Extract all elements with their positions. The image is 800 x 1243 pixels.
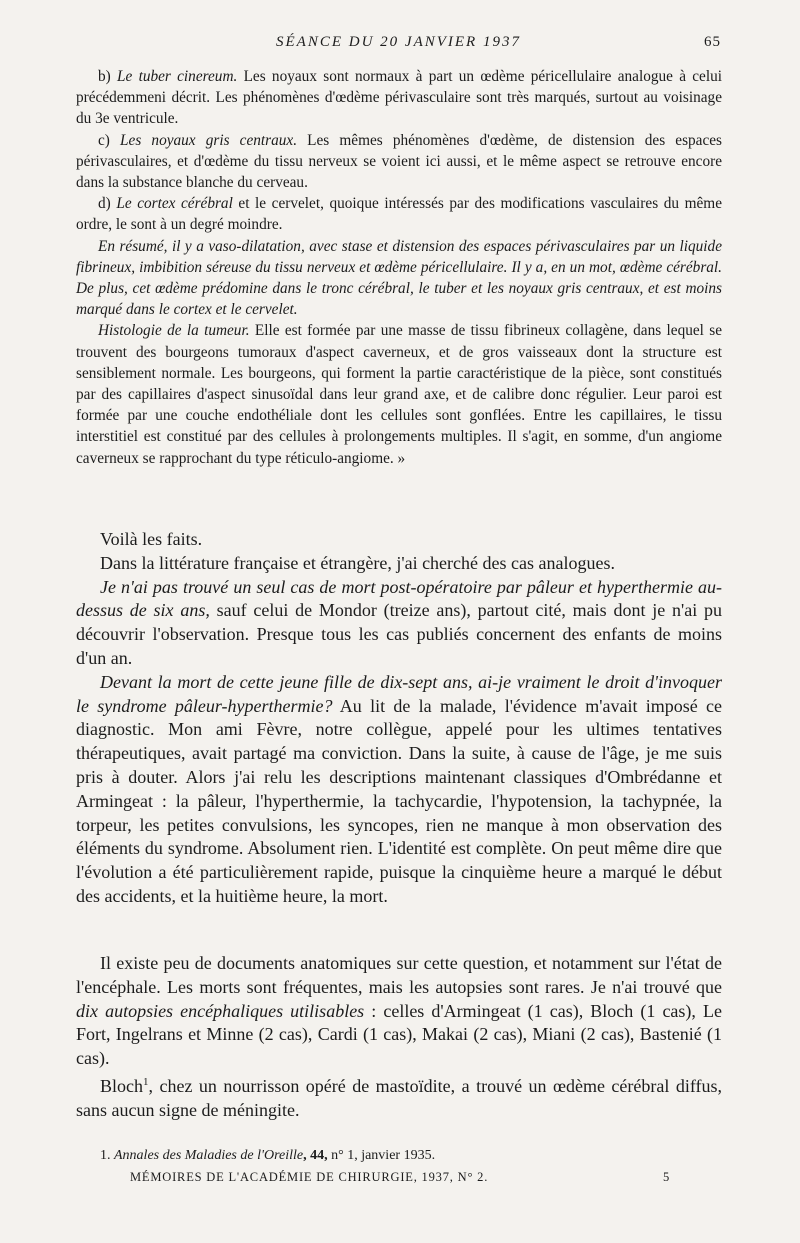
header-title: SÉANCE DU 20 JANVIER 1937 <box>276 34 521 50</box>
anatomical-section <box>76 952 722 1123</box>
page-footer <box>130 1170 670 1188</box>
discussion-section <box>76 528 722 909</box>
signature-number: 5 <box>662 1170 670 1184</box>
paragraph-cas: Je n'ai pas trouvé un seul cas de mort post-opératoire par pâleur et hyperthermie au-dessus de six ans, sauf celui de Mondor (treize ans), partout cité, mais dont je n'ai pu découvrir l'observation. Presque tous les cas publiés concernent des enfants de moins d'un an. <box>76 576 722 668</box>
paragraph-bloch: Bloch$^1$, chez un nourrisson opéré de mastoïdite, a trouvé un œdème cérébral diffus, sans aucun signe de méningite. <box>76 1075 722 1120</box>
paragraph-histologie: Histologie de la tumeur. Elle est formée par une masse de tissu fibrineux collagène, dans lequel se trouvent des bourgeons tumoraux d'aspect caverneux, et de gros vaisseaux dont la structure est sensiblement normale. Les bourgeons, qui forment la partie caractéristique de la pièce, sont constitués par des capillaires d'aspect sinusoïdal dans leur grand axe, et de calibre donc régulier. Leur paroi est formée par une couche endothéliale dont les cellules sont gonflées. Entre les capillaires, le tissu interstitiel est constitué par des cellules à prolongements multiples. Il s'agit, en somme, d'un angiome caverneux se rapprochant du type réticulo-angiome. » <box>76 322 722 467</box>
page-number: 65 <box>704 34 721 50</box>
paragraph-resume: En résumé, il y a vaso-dilatation, avec stase et distension des espaces périvasculaires par un liquide fibrineux, imbibition séreuse du tissu nerveux et œdème péricellulaire. Il y a, en un mot, œdème cérébral. De plus, cet œdème prédomine dans le tronc cérébral, le tuber et les noyaux gris centraux, et est moins marqué dans le cortex et le cervelet. <box>76 237 722 319</box>
paragraph-documents: Il existe peu de documents anatomiques sur cette question, et notamment sur l'état de l'encéphale. Les morts sont fréquentes, mais les autopsies sont rares. Je n'ai trouvé que dix autopsies encéphaliques utilisables : celles d'Armingeat (1 cas), Bloch (1 cas), Le Fort, Ingelrans et Minne (2 cas), Cardi (1 cas), Makai (2 cas), Miani (2 cas), Bastenié (1 cas). <box>76 953 722 1069</box>
report-excerpt <box>76 66 722 469</box>
footer-citation: MÉMOIRES DE L'ACADÉMIE DE CHIRURGIE, 1937, N° 2. <box>130 1170 489 1184</box>
footnote: 1. Annales des Maladies de l'Oreille, 44, n° 1, janvier 1935. <box>100 1148 436 1163</box>
paragraph-faits: Voilà les faits. <box>100 529 203 549</box>
paragraph-noyaux: c) Les noyaux gris centraux. Les mêmes phénomènes d'œdème, de distension des espaces périvasculaires, et d'œdème du tissu nerveux se voient ici aussi, et le même aspect se retrouve encore dans la substance blanche du cerveau. <box>76 131 723 192</box>
running-header <box>76 34 721 56</box>
paragraph-tuber: b) Le tuber cinereum. Les noyaux sont normaux à part un œdème péricellulaire analogue à celui précédemmeni décrit. Les phénomènes d'œdème périvasculaire sont très marqués, surtout au voisinage du 3e ventricule. <box>76 68 722 128</box>
paragraph-litterature: Dans la littérature française et étrangère, j'ai cherché des cas analogues. <box>100 552 615 573</box>
footnote-marker: 1 <box>143 1075 149 1088</box>
paragraph-cortex: d) Le cortex cérébral et le cervelet, quoique intéressés par des modifications vasculaires du même ordre, le sont à un degré moindre. <box>76 195 722 234</box>
paragraph-devant: Devant la mort de cette jeune fille de dix-sept ans, ai-je vraiment le droit d'invoquer le syndrome pâleur-hyperthermie? Au lit de la malade, l'évidence m'avait imposé ce diagnostic. Mon ami Fèvre, notre collègue, appelé pour les ultimes tentatives thérapeutiques, avait partagé ma conviction. Dans la suite, à cause de l'âge, je me suis pris à douter. Alors j'ai relu les descriptions maintenant classiques d'Ombrédanne et Armingeat : la pâleur, l'hyperthermie, la tachycardie, l'hypotension, la tachypnée, la torpeur, les petites convulsions, les syncopes, rien ne manque à mon observation des éléments du syndrome. Absolument rien. L'identité est complète. On peut même dire que l'évolution a été particulièrement rapide, puisque la cinquième heure a marqué le début des accidents, et la huitième heure, la mort. <box>76 671 723 906</box>
